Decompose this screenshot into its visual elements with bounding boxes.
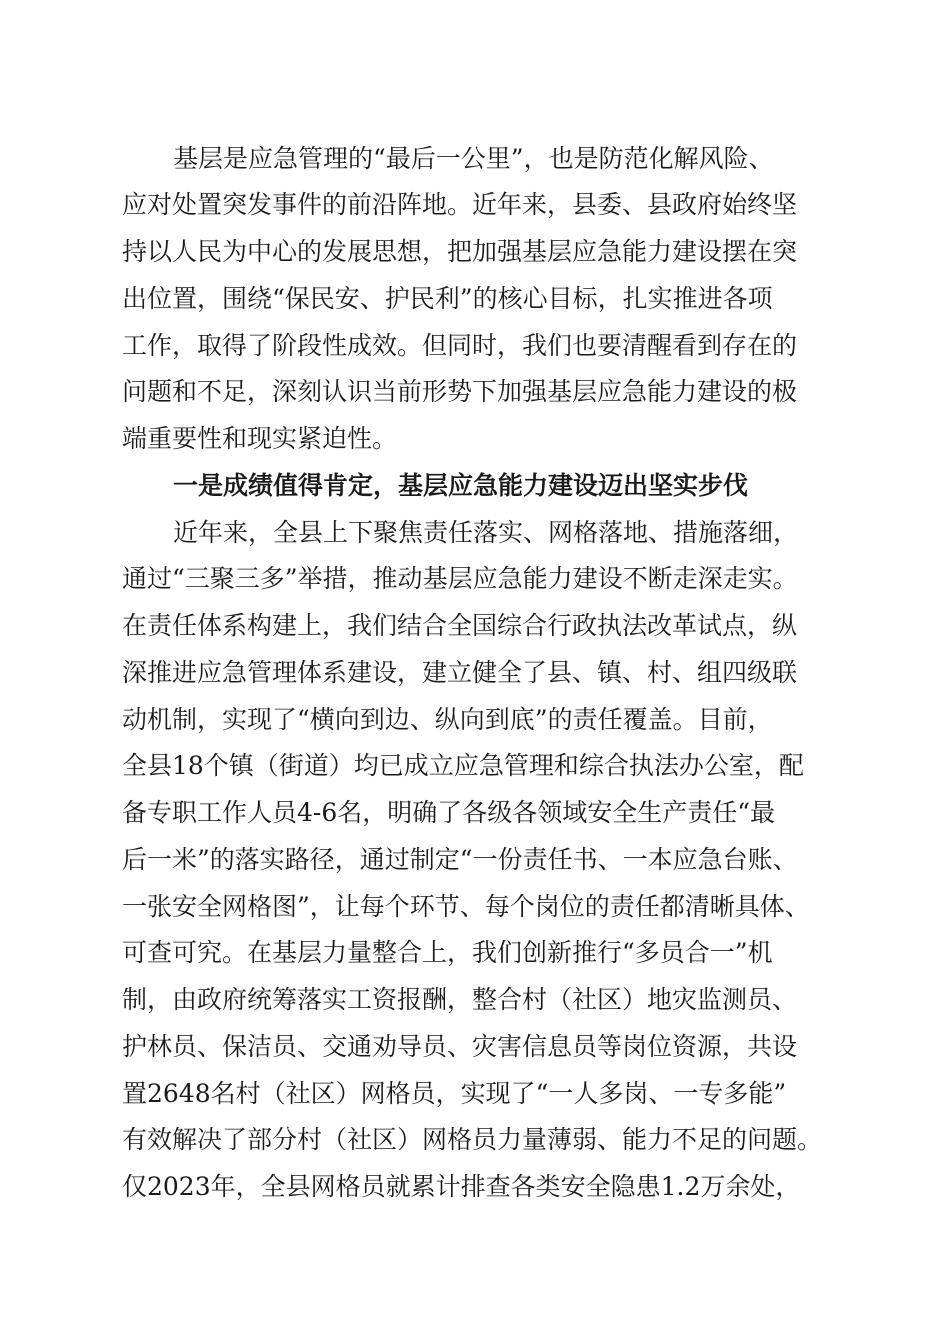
line-text: 仅2023年，全县网格员就累计排查各类安全隐患1.2万余处， [122, 1172, 801, 1201]
line-text: 全县18个镇（街道）均已成立应急管理和综合执法办公室，配 [122, 751, 804, 780]
line-text: 一张安全网格图”，让每个环节、每个岗位的责任都清晰具体、 [122, 892, 810, 921]
text-line [0, 412, 950, 466]
text-line [0, 1160, 950, 1214]
line-text: 基层是应急管理的“最后一公里”，也是防范化解风险、 [173, 144, 774, 173]
text-line [0, 973, 950, 1027]
text-line [0, 646, 950, 700]
text-line [0, 599, 950, 653]
line-text: 端重要性和现实紧迫性。 [122, 424, 398, 453]
line-text: 应对处置突发事件的前沿阵地。近年来，县委、县政府始终坚 [122, 190, 798, 219]
text-line [0, 272, 950, 326]
line-text: 备专职工作人员4-6名，明确了各级各领域安全生产责任“最 [122, 798, 776, 827]
line-text: 持以人民为中心的发展思想，把加强基层应急能力建设摆在突 [122, 237, 798, 266]
line-text: 制，由政府统筹落实工资报酬，整合村（社区）地灾监测员、 [122, 985, 798, 1014]
text-line [0, 365, 950, 419]
line-text: 有效解决了部分村（社区）网格员力量薄弱、能力不足的问题。 [122, 1125, 823, 1154]
text-line [0, 552, 950, 606]
text-line [0, 739, 950, 793]
line-text: 置2648名村（社区）网格员，实现了“一人多岗、一专多能” [122, 1079, 787, 1108]
line-text: 出位置，围绕“保民安、护民利”的核心目标，扎实推进各项 [122, 284, 773, 313]
line-text: 护林员、保洁员、交通劝导员、灾害信息员等岗位资源，共设 [122, 1032, 798, 1061]
line-text: 通过“三聚三多”举措，推动基层应急能力建设不断走深走实。 [122, 564, 798, 593]
line-text: 后一米”的落实路径，通过制定“一份责任书、一本应急台账、 [122, 845, 798, 874]
line-text: 动机制，实现了“横向到边、纵向到底”的责任覆盖。目前， [122, 705, 773, 734]
text-line [0, 926, 950, 980]
line-text: 深推进应急管理体系建设，建立健全了县、镇、村、组四级联 [122, 658, 798, 687]
text-line [0, 225, 950, 279]
text-line [0, 178, 950, 232]
text-line [0, 786, 950, 840]
text-line [0, 1113, 950, 1167]
line-text: 工作，取得了阶段性成效。但同时，我们也要清醒看到存在的 [122, 331, 798, 360]
text-line [0, 1020, 950, 1074]
text-line [0, 459, 950, 513]
line-text: 问题和不足，深刻认识当前形势下加强基层应急能力建设的极 [122, 377, 798, 406]
line-text: 近年来，全县上下聚焦责任落实、网格落地、措施落细， [173, 518, 799, 547]
heading-text: 一是成绩值得肯定，基层应急能力建设迈出坚实步伐 [173, 471, 749, 500]
line-text: 可查可究。在基层力量整合上，我们创新推行“多员合一”机 [122, 938, 773, 967]
text-line [0, 833, 950, 887]
line-text: 在责任体系构建上，我们结合全国综合行政执法改革试点，纵 [122, 611, 798, 640]
